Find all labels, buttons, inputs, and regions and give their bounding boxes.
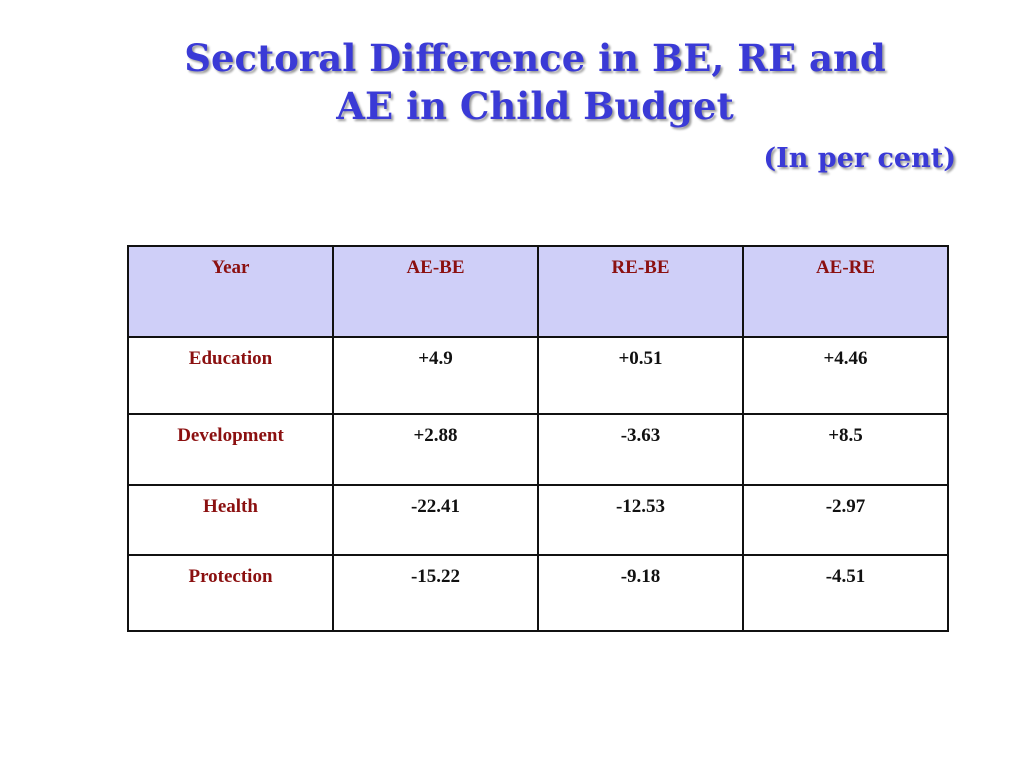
row-label-education: Education xyxy=(128,337,333,414)
row-label-health: Health xyxy=(128,485,333,555)
row-label-protection: Protection xyxy=(128,555,333,631)
title-line-2: AE in Child Budget xyxy=(336,84,734,128)
cell-value: -22.41 xyxy=(333,485,538,555)
slide-subtitle: (In per cent) xyxy=(763,143,956,174)
table-row xyxy=(128,414,948,485)
sectoral-difference-table xyxy=(127,245,949,632)
table-header-row xyxy=(128,246,948,337)
table-row xyxy=(128,555,948,631)
table-row xyxy=(128,485,948,555)
slide-title xyxy=(100,34,970,130)
header-re-be: RE-BE xyxy=(538,246,743,337)
header-year: Year xyxy=(128,246,333,337)
header-ae-re: AE-RE xyxy=(743,246,948,337)
cell-value: -4.51 xyxy=(743,555,948,631)
cell-value: +4.9 xyxy=(333,337,538,414)
table-row xyxy=(128,337,948,414)
cell-value: +4.46 xyxy=(743,337,948,414)
cell-value: -9.18 xyxy=(538,555,743,631)
cell-value: -15.22 xyxy=(333,555,538,631)
cell-value: +8.5 xyxy=(743,414,948,485)
cell-value: -12.53 xyxy=(538,485,743,555)
cell-value: -3.63 xyxy=(538,414,743,485)
header-ae-be: AE-BE xyxy=(333,246,538,337)
cell-value: +0.51 xyxy=(538,337,743,414)
cell-value: -2.97 xyxy=(743,485,948,555)
cell-value: +2.88 xyxy=(333,414,538,485)
title-line-1: Sectoral Difference in BE, RE and xyxy=(184,36,886,80)
row-label-development: Development xyxy=(128,414,333,485)
